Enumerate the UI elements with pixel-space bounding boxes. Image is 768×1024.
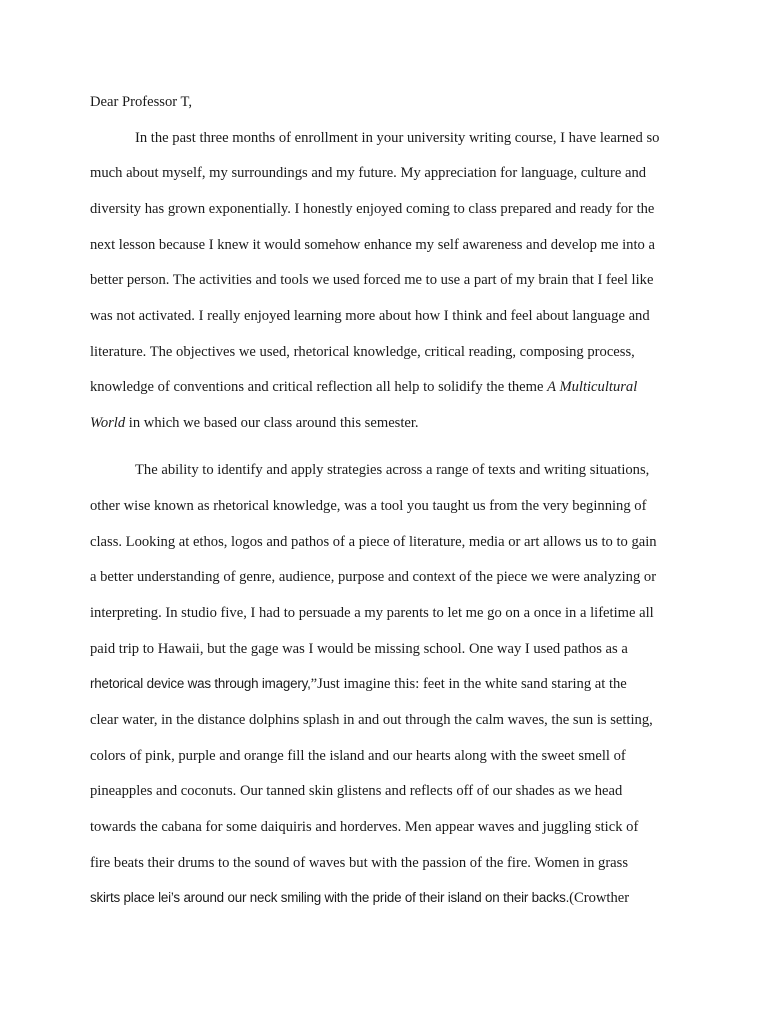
paragraph-2-line-12: fire beats their drums to the sound of waves but with the passion of the fire. Women in grass <box>90 855 629 871</box>
paragraph-1-line-9-text: in which we based our class around this semester. <box>125 415 419 431</box>
paragraph-2-line-8: clear water, in the distance dolphins splash in and out through the calm waves, the sun is setting, <box>90 712 653 728</box>
paragraph-2-line-3: class. Looking at ethos, logos and pathos of a piece of literature, media or art allows us to to gain <box>90 534 657 550</box>
paragraph-1-line-8 <box>90 376 637 398</box>
paragraph-2-line-7-start: rhetorical device was through imagery, <box>90 676 311 691</box>
paragraph-2-line-13-citation: (Crowther <box>569 890 630 906</box>
paragraph-1-line-3: diversity has grown exponentially. I honestly enjoyed coming to class prepared and ready for the <box>90 201 655 217</box>
salutation: Dear Professor T, <box>90 94 192 110</box>
paragraph-1-line-7: literature. The objectives we used, rhetorical knowledge, critical reading, composing process, <box>90 344 635 360</box>
paragraph-2-line-10: pineapples and coconuts. Our tanned skin glistens and reflects off of our shades as we head <box>90 783 623 799</box>
paragraph-2-line-2: other wise known as rhetorical knowledge, was a tool you taught us from the very beginning of <box>90 498 647 514</box>
paragraph-2-line-13 <box>90 887 629 909</box>
paragraph-2-line-4: a better understanding of genre, audience, purpose and context of the piece we were analyzing or <box>90 569 657 585</box>
course-theme-italic-end: World <box>90 415 126 431</box>
paragraph-1-line-2: much about myself, my surroundings and my future. My appreciation for language, culture and <box>90 165 647 181</box>
paragraph-1-line-8-text: knowledge of conventions and critical reflection all help to solidify the theme <box>90 379 548 395</box>
paragraph-2-line-1: The ability to identify and apply strategies across a range of texts and writing situations, <box>135 462 650 478</box>
paragraph-1-line-4: next lesson because I knew it would somehow enhance my self awareness and develop me into a <box>90 237 655 253</box>
paragraph-2-line-9: colors of pink, purple and orange fill the island and our hearts along with the sweet smell of <box>90 748 626 764</box>
paragraph-1-line-5: better person. The activities and tools we used forced me to use a part of my brain that I feel like <box>90 272 654 288</box>
course-theme-italic-start: A Multicultural <box>547 379 638 395</box>
paragraph-2-line-11: towards the cabana for some daiquiris and horderves. Men appear waves and juggling stick of <box>90 819 639 835</box>
paragraph-1-line-9 <box>90 412 419 434</box>
paragraph-2-line-7-quote: ”Just imagine this: feet in the white sand staring at the <box>310 676 627 692</box>
paragraph-1-line-1: In the past three months of enrollment in your university writing course, I have learned so <box>135 130 660 146</box>
paragraph-2-line-5: interpreting. In studio five, I had to persuade a my parents to let me go on a once in a lifetime all <box>90 605 654 621</box>
paragraph-2-line-7 <box>90 673 627 695</box>
paragraph-2-line-6: paid trip to Hawaii, but the gage was I would be missing school. One way I used pathos as a <box>90 641 628 657</box>
paragraph-1-line-6: was not activated. I really enjoyed learning more about how I think and feel about language and <box>90 308 650 324</box>
paragraph-2-line-13-text: skirts place lei’s around our neck smiling with the pride of their island on their backs. <box>90 890 570 905</box>
